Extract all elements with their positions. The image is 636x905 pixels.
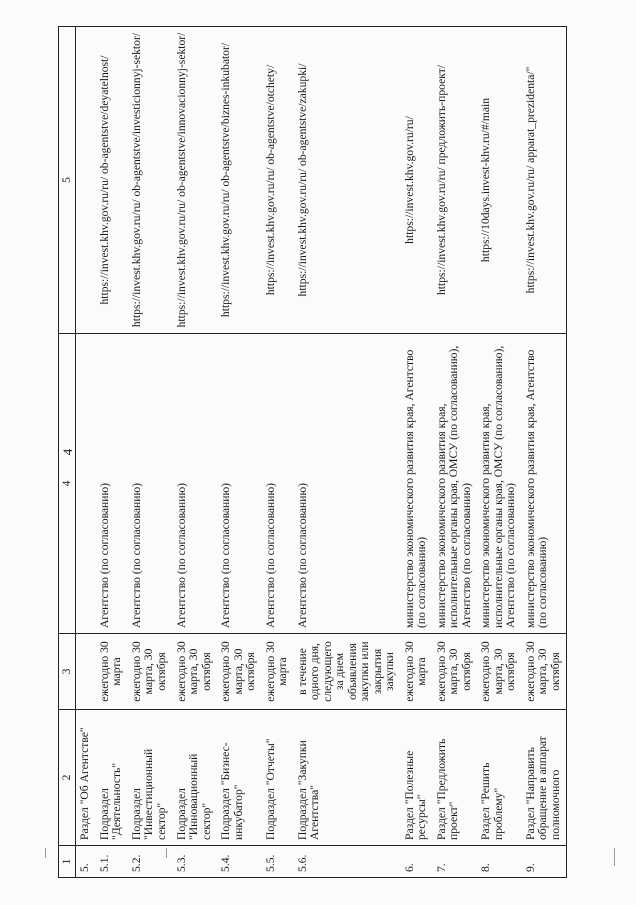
row-section: Подраздел "Отчеты" xyxy=(262,710,294,846)
plan-table xyxy=(58,26,567,878)
row-url: https://invest.khv.gov.ru/ru/ ob-agentstve/investicionnyj-sektor/ xyxy=(128,27,173,334)
scan-mark xyxy=(614,848,615,866)
row-number: 6. xyxy=(401,846,433,878)
row-term: ежегодно 30 марта, 30 октября xyxy=(128,634,173,710)
row-responsible: министерство экономического развития края, исполнительные органы края, ОМСУ (по согласованию), Агентство (по согласованию) xyxy=(477,334,522,634)
row-responsible: министерство экономического развития края, Агентство (по согласованию) xyxy=(522,334,567,634)
row-url: https://invest.khv.gov.ru/ru/ ob-agentstve/otchety/ xyxy=(262,27,294,334)
row-number: 9. xyxy=(522,846,567,878)
row-term: ежегодно 30 марта, 30 октября xyxy=(522,634,567,710)
row-section: Подраздел "Деятельность" xyxy=(96,710,128,846)
row-number: 5.4. xyxy=(217,846,262,878)
table-row xyxy=(262,27,294,878)
row-number: 5. xyxy=(76,846,96,878)
row-responsible: Агентство (по согласованию) xyxy=(96,334,128,634)
column-header-5: 5 xyxy=(59,27,76,334)
row-responsible: Агентство (по согласованию) xyxy=(128,334,173,634)
table-row xyxy=(96,27,128,878)
row-number: 8. xyxy=(477,846,522,878)
table-row xyxy=(294,27,401,878)
row-section: Подраздел "Закупки Агентства" xyxy=(294,710,401,846)
row-url: https://invest.khv.gov.ru/ru/ xyxy=(401,27,433,334)
row-term: ежегодно 30 марта, 30 октября xyxy=(477,634,522,710)
row-term: в течение одного дня, следующего за днем объявления закупки или закрытия закупки xyxy=(294,634,401,710)
table-row xyxy=(522,27,567,878)
row-term xyxy=(76,634,96,710)
row-term: ежегодно 30 марта xyxy=(96,634,128,710)
row-responsible: Агентство (по согласованию) xyxy=(217,334,262,634)
row-term: ежегодно 30 марта, 30 октября xyxy=(173,634,218,710)
row-term: ежегодно 30 марта, 30 октября xyxy=(217,634,262,710)
table-row xyxy=(128,27,173,878)
row-number: 5.1. xyxy=(96,846,128,878)
page-number: 4 xyxy=(60,448,75,456)
row-url: https://10days.invest-khv.ru/#/main xyxy=(477,27,522,334)
row-url: https://invest.khv.gov.ru/ru/ ob-agentstve/biznes-inkubator/ xyxy=(217,27,262,334)
row-responsible: министерство экономического развития края, исполнительные органы края, ОМСУ (по согласованию), Агентство (по согласованию) xyxy=(433,334,478,634)
column-header-2: 2 xyxy=(59,710,76,846)
row-section: Раздел "Направить обращение в аппарат полномочного xyxy=(522,710,567,846)
row-section: Раздел "Решить проблему" xyxy=(477,710,522,846)
table-row xyxy=(76,27,96,878)
row-number: 7. xyxy=(433,846,478,878)
row-responsible: министерство экономического развития края, Агентство (по согласованию) xyxy=(401,334,433,634)
row-section: Раздел "Предложить проект" xyxy=(433,710,478,846)
row-responsible: Агентство (по согласованию) xyxy=(262,334,294,634)
row-term: ежегодно 30 марта, 30 октября xyxy=(433,634,478,710)
table-row xyxy=(477,27,522,878)
table-row xyxy=(401,27,433,878)
row-responsible: Агентство (по согласованию) xyxy=(294,334,401,634)
row-responsible xyxy=(76,334,96,634)
column-header-3: 3 xyxy=(59,634,76,710)
row-number: 5.5. xyxy=(262,846,294,878)
row-url: https://invest.khv.gov.ru/ru/ ob-agentstve/deyatelnost/ xyxy=(96,27,128,334)
row-section: Подраздел "Бизнес-инкубатор" xyxy=(217,710,262,846)
column-header-4: 4 xyxy=(59,334,76,634)
scan-mark xyxy=(45,848,46,858)
row-section: Подраздел "Инновационный сектор" xyxy=(173,710,218,846)
row-section: Раздел "Об Агентстве" xyxy=(76,710,96,846)
table-header-row xyxy=(59,27,76,878)
row-number: 5.3. xyxy=(173,846,218,878)
row-term: ежегодно 30 марта xyxy=(401,634,433,710)
row-url: https://invest.khv.gov.ru/ru/ ob-agentstve/innovacionnyj-sektor/ xyxy=(173,27,218,334)
row-term: ежегодно 30 марта xyxy=(262,634,294,710)
row-responsible: Агентство (по согласованию) xyxy=(173,334,218,634)
document-table-sheet xyxy=(58,26,578,878)
column-header-1: 1 xyxy=(59,846,76,878)
row-section: Раздел "Полезные ресурсы" xyxy=(401,710,433,846)
table-row xyxy=(217,27,262,878)
row-number: 5.2. xyxy=(128,846,173,878)
table-row xyxy=(173,27,218,878)
row-url: https://invest.khv.gov.ru/ru/ ob-agentstve/zakupki/ xyxy=(294,27,401,334)
table-row xyxy=(433,27,478,878)
row-section: Подраздел "Инвестиционный сектор" xyxy=(128,710,173,846)
row-url: https://invest.khv.gov.ru/ru/ предложить-проект/ xyxy=(433,27,478,334)
scan-mark xyxy=(166,848,167,858)
row-url: https://invest.khv.gov.ru/ru/ apparat_prezidenta/" xyxy=(522,27,567,334)
row-url xyxy=(76,27,96,334)
row-number: 5.6. xyxy=(294,846,401,878)
